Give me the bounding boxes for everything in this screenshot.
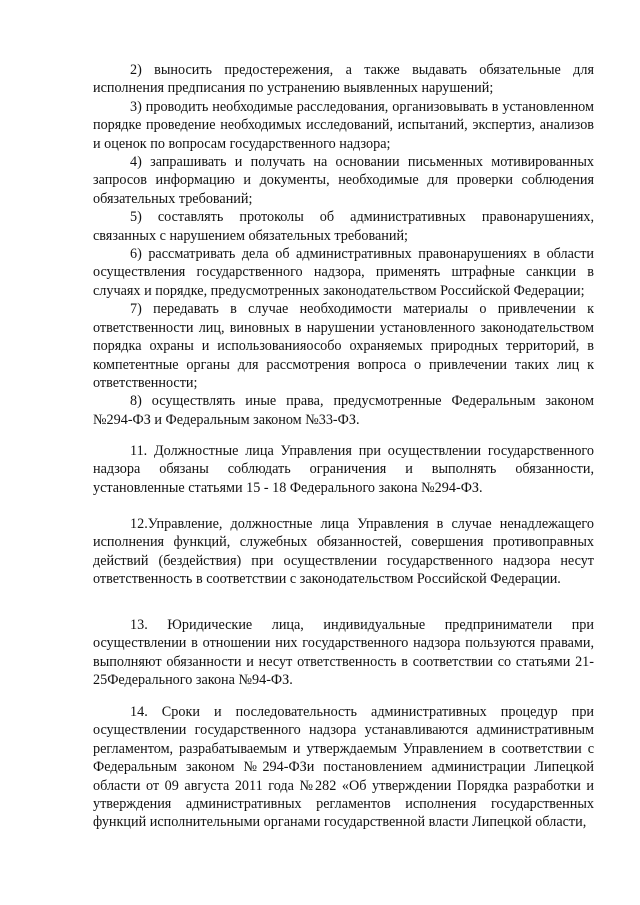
list-item: 6) рассматривать дела об административных правонарушениях в области осуществления государственного надзора, применять штрафные санкции в случаях и порядке, предусмотренных законодательством Российской Федерации; <box>93 246 594 299</box>
list-item: 5) составлять протоколы об административных правонарушениях, связанных с нарушением обязательных требований; <box>93 209 594 244</box>
list-item: 3) проводить необходимые расследования, организовывать в установленном порядке проведение необходимых исследований, испытаний, экспертиз, анализов и оценок по вопросам государственного надзора; <box>93 98 594 152</box>
section-12: 12.Управление, должностные лица Управления в случае ненадлежащего исполнения функций, служебных обязанностей, совершения противоправных действий (бездействия) при осуществлении государственного надзора несут ответственность в соответствии с законодательством Российской Федерации. <box>93 516 594 588</box>
section-14: 14. Сроки и последовательность административных процедур при осуществлении государственного надзора устанавливаются административным регламентом, разрабатываемым и утверждаемым Управлением в соответствии с Федеральным законом №294-ФЗи постановлением администрации Липецкой области от 09 августа 2011 года №282 «Об утверждении Порядка разработки и утверждения административных регламентов исполнения государственных функций исполнительными органами государственной власти Липецкой области, <box>93 704 594 831</box>
section-13: 13. Юридические лица, индивидуальные предприниматели при осуществлении в отношении них государственного надзора пользуются правами, выполняют обязанности и несут ответственность в соответствии со статьями 21-25Федерального закона №94-ФЗ. <box>93 617 594 689</box>
rights-list <box>93 61 594 429</box>
section-11: 11. Должностные лица Управления при осуществлении государственного надзора обязаны соблюдать ограничения и выполнять обязанности, установленные статьями 15 - 18 Федерального закона №294-ФЗ. <box>93 443 594 496</box>
list-item: 8) осуществлять иные права, предусмотренные Федеральным законом №294-ФЗ и Федеральным законом №33-ФЗ. <box>93 393 594 428</box>
list-item: 7) передавать в случае необходимости материалы о привлечении к ответственности лиц, виновных в нарушении установленного законодательством порядка охраны и использованияособо охраняемых природных территорий, в компетентные органы для рассмотрения вопроса о привлечении таких лиц к ответственности; <box>93 301 594 391</box>
list-item: 2) выносить предостережения, а также выдавать обязательные для исполнения предписания по устранению выявленных нарушений; <box>93 62 594 97</box>
list-item: 4) запрашивать и получать на основании письменных мотивированных запросов информацию и документы, необходимые для проверки соблюдения обязательных требований; <box>93 154 594 207</box>
